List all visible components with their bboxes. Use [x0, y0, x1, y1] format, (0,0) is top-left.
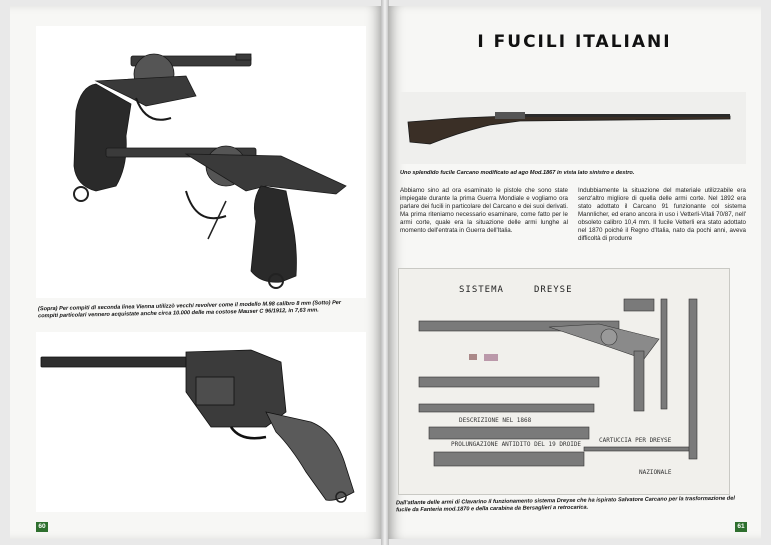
rifle-illustration [400, 92, 746, 164]
revolvers-caption: (Sopra) Per compiti di seconda linea Vienna utilizzò vecchi revolver come il modello M.98 calibro 8 mm (Sotto) Per compiti particolari vennero acquistate anche circa 10.000 delle ma costose Mauser C 96/1912, in 7,63 mm. [37, 300, 342, 320]
left-page [10, 6, 382, 539]
diagram-heading-left: SISTEMA [459, 285, 504, 295]
dreyse-mechanism-drawing [399, 269, 729, 494]
mauser-photo [36, 332, 366, 512]
diagram-heading-right: DREYSE [534, 285, 573, 295]
rifle-photo [400, 92, 746, 164]
page-number-left: 60 [36, 522, 48, 532]
revolvers-photo [36, 26, 366, 298]
revolvers-illustration [36, 26, 366, 298]
diagram-label-1: DESCRIZIONE NEL 1868 [459, 417, 532, 424]
article-title: I FUCILI ITALIANI [477, 32, 672, 52]
diagram-label-4: NAZIONALE [639, 469, 672, 476]
page-number-right: 61 [735, 522, 747, 532]
diagram-label-2: PROLUNGAZIONE ANTIDITO DEL 19 DROIDE [451, 441, 582, 448]
mauser-illustration [36, 332, 366, 512]
dreyse-diagram [398, 268, 730, 495]
text-column-left: Abbiamo sino ad ora esaminato le pistole che sono state impiegate durante la prima Guerra Mondiale e vogliamo ora parlare dei fucili in particolare del Carcano e dei suoi derivati. Ma prima riteniamo necessario esaminare, come fatto per le armi corte, quale era la situazione delle armi lunghe al momento dell'entrata in Guerra dell'Italia. [400, 187, 568, 234]
text-column-right: Indubbiamente la situazione del materiale utilizzabile era senz'altro migliore di quella delle armi corte. Nel 1892 era stato adottato il Carcano 91 funzionante col sistema Mannlicher, ed erano ancora in uso i Vetterli-Vitali 70/87, nell' obsoleto calibro 10,4 mm. Il fucile Vetterli era stato adottato nel 1870 poiché il Regno d'Italia, nato da pochi anni, aveva difficoltà di produrre [578, 187, 746, 242]
right-page [388, 6, 761, 539]
diagram-label-3: CARTUCCIA PER DREYSE [599, 437, 672, 444]
diagram-caption: Dall'atlante delle armi di Clavarino il funzionamento sistema Dreyse che ha ispirato Salvatore Carcano per la trasformazione del fucile da Fanteria mod.1870 e della carabina da Bersaglieri a retrocarica. [395, 495, 735, 514]
rifle-caption: Uno splendido fucile Carcano modificato ad ago Mod.1867 in vista lato sinistro e destro. [400, 170, 635, 176]
